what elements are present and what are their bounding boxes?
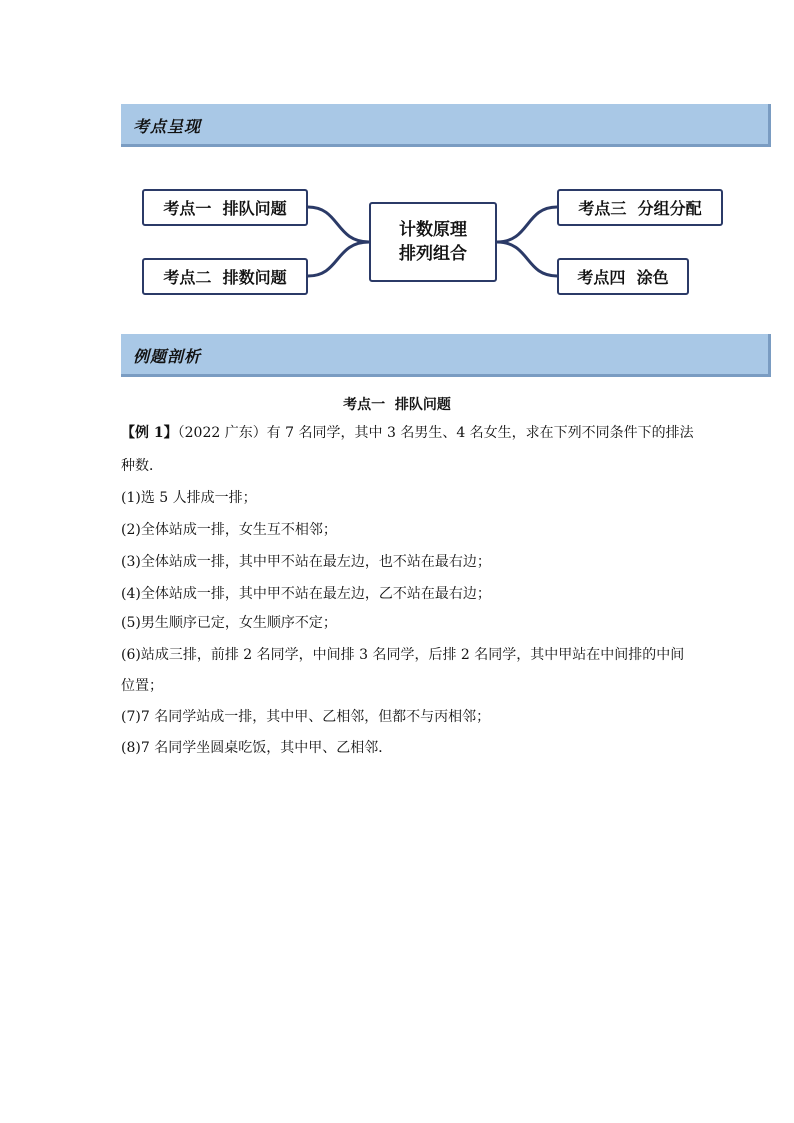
center-line1: 计数原理 — [399, 220, 467, 240]
example-item: 位置； — [121, 678, 163, 694]
mindmap-node-point4 — [557, 258, 689, 295]
mindmap-node-point2 — [142, 258, 308, 295]
example-item: (2)全体站成一排，女生互不相邻； — [121, 522, 337, 538]
mindmap-node-point1 — [142, 189, 308, 226]
example-label: 【例 1】 — [121, 425, 178, 441]
mindmap-node-point3 — [557, 189, 723, 226]
example-item: (6)站成三排，前排 2 名同学，中间排 3 名同学，后排 2 名同学，其中甲站在中间排的中间 — [121, 647, 685, 663]
example-item: (4)全体站成一排，其中甲不站在最左边，乙不站在最右边； — [121, 586, 491, 602]
banner-title: 考点呈现 — [133, 117, 202, 136]
connector-left-top — [308, 207, 369, 242]
node-label: 考点四 涂色 — [577, 268, 669, 287]
connector-left-bottom — [308, 242, 369, 276]
example-item: (1)选 5 人排成一排； — [121, 490, 257, 506]
section-banner-examples — [121, 334, 771, 377]
example-item: (5)男生顺序已定，女生顺序不定； — [121, 615, 337, 631]
connector-right-bottom — [497, 242, 557, 276]
center-line2: 排列组合 — [399, 244, 467, 264]
example-intro — [121, 423, 694, 443]
connector-right-top — [497, 207, 557, 242]
example-intro-text: （2022 广东）有 7 名同学，其中 3 名男生、4 名女生，求在下列不同条件下的排法 — [177, 425, 694, 441]
section-heading: 考点一 排队问题 — [343, 397, 451, 413]
example-item: (8)7 名同学坐圆桌吃饭，其中甲、乙相邻． — [121, 740, 393, 756]
example-item: (7)7 名同学站成一排，其中甲、乙相邻，但都不与丙相邻； — [121, 709, 491, 725]
mindmap-center-node — [369, 202, 497, 282]
node-label: 考点一 排队问题 — [163, 199, 287, 218]
banner-title: 例题剖析 — [133, 347, 202, 366]
example-item: (3)全体站成一排，其中甲不站在最左边，也不站在最右边； — [121, 554, 491, 570]
node-label: 考点二 排数问题 — [163, 268, 287, 287]
node-label: 考点三 分组分配 — [578, 199, 702, 218]
example-intro-cont: 种数． — [121, 458, 163, 474]
